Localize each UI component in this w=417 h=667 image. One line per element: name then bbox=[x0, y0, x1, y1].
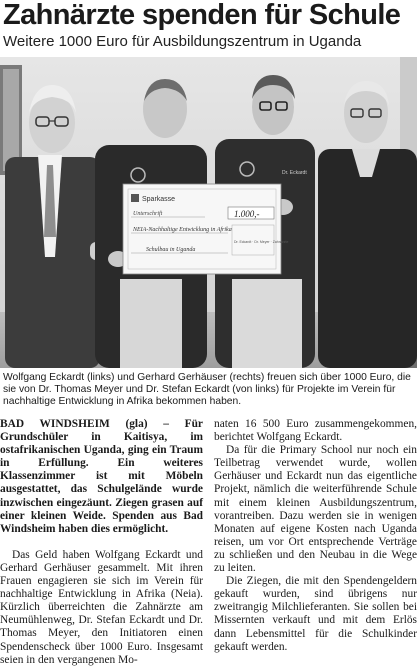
check-payee: NEIA-Nachhaltige Entwicklung in Afrika bbox=[133, 227, 232, 233]
article-column-right bbox=[214, 418, 417, 654]
article-paragraph-3: Da für die Primary School nur noch ein Teilbetrag verwendet wurde, wollen Gerhäuser und Eckardt nun das eigentliche Projekt, nämlich die weiterführende Schule mit einem kleinen Ausbildungszentrum, vorantreiben. Dazu werden sie in wenigen Monaten auf eigene Kosten nach Uganda reisen, um vor Ort entsprechende Verträge zu schließen und den Neubau in die Wege zu leiten. bbox=[214, 444, 417, 575]
caption-text: Wolfgang Eckardt (links) und Gerhard Gerhäuser (rechts) freuen sich über 1000 Euro, die sie von Dr. Thomas Meyer und Dr. Stefan Eckardt (von links) für Projekte im Verein für nachhaltige Entwicklung in Afrika bekommen haben. bbox=[3, 372, 411, 407]
lead-text: – Für Grundschüler in Kaitisya, im ostafrikanischen Uganda, ging ein Traum in Erfüllung. Ein weiteres Klassenzimmer ist mit Möbeln ausgestattet, das Schulgelände wurde inzwischen eingezäunt. Ziegen grasen auf einer kleinen Weide. Spenden aus Bad Windsheim haben dies ermöglicht. bbox=[0, 418, 203, 535]
article-lead bbox=[0, 418, 203, 536]
article-paragraph-4: Die Ziegen, die mit den Spendengeldern gekauft wurden, sind übrigens nur zweitrangig Milchlieferanten. Sie sollen bei Missernten verkauft und mit dem Erlös dann Lebensmittel für die Schulkinder gekauft werden. bbox=[214, 575, 417, 653]
article-column-left bbox=[0, 418, 203, 667]
dateline: BAD WINDSHEIM (gla) bbox=[0, 418, 148, 430]
check-purpose: Schulbau in Uganda bbox=[146, 247, 196, 253]
article-paragraph-1: Das Geld haben Wolfgang Eckardt und Gerhard Gerhäuser gesammelt. Mit ihren Frauen engagieren sie sich im Verein für nachhaltige Entwicklung in Afrika (Neia). Kürzlich überreichten die Zahnärzte am Neumühlenweg, Dr. Stefan Eckardt und Dr. Thomas Meyer, den Initiatoren einen Spendenscheck über 1000 Euro. Insgesamt seien in den vergangenen Mo- bbox=[0, 548, 203, 666]
check-bank: Sparkasse bbox=[142, 196, 176, 203]
check-amount: 1.000,- bbox=[234, 209, 260, 219]
donation-check bbox=[123, 184, 289, 274]
article-photo bbox=[0, 57, 417, 368]
shirt-label: Dr. Eckardt bbox=[282, 170, 307, 176]
article-paragraph-2: naten 16 500 Euro zusammengekommen, berichtet Wolfgang Eckardt. bbox=[214, 418, 417, 444]
check-stamp: Dr. Eckardt · Dr. Meyer · Zahnärzte bbox=[234, 240, 289, 244]
subheadline: Weitere 1000 Euro für Ausbildungszentrum in Uganda bbox=[3, 33, 362, 50]
photo-caption bbox=[3, 372, 415, 408]
headline: Zahnärzte spenden für Schule bbox=[3, 0, 401, 31]
check-signature: Unterschrift bbox=[133, 211, 163, 217]
photo-illustration bbox=[0, 57, 417, 368]
sparkasse-logo-icon bbox=[131, 194, 139, 202]
